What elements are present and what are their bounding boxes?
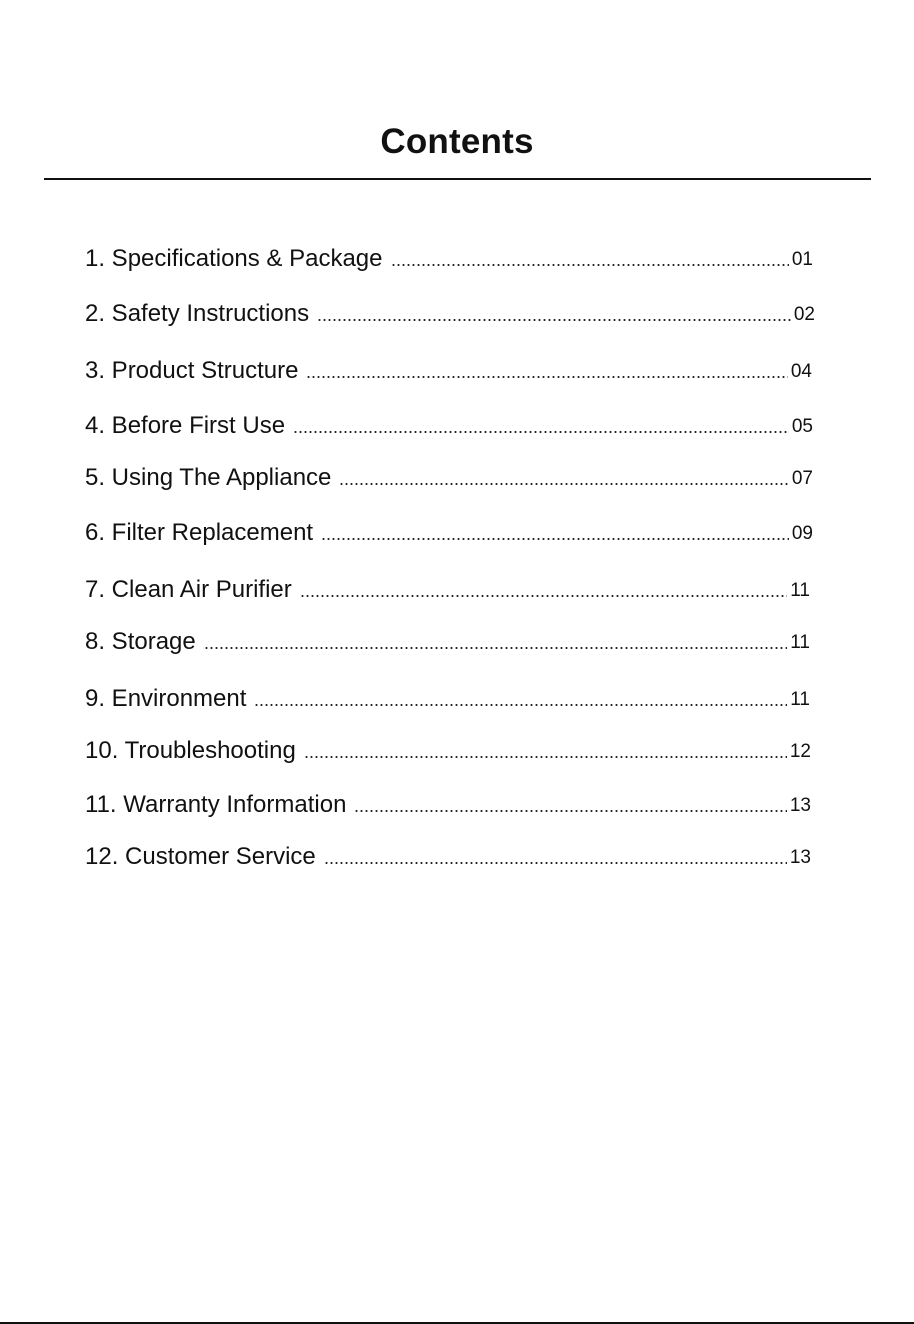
- toc-page-number: 04: [790, 361, 812, 382]
- toc-dot-leader: [339, 483, 788, 485]
- toc-entry[interactable]: [85, 734, 811, 766]
- toc-page-number: 11: [790, 580, 810, 601]
- toc-dot-leader: [317, 319, 791, 321]
- toc-dot-leader: [300, 595, 788, 597]
- toc-page-number: 05: [791, 416, 813, 437]
- toc-entry[interactable]: [85, 409, 813, 441]
- toc-entry-label: 5. Using The Appliance: [85, 464, 332, 491]
- toc-page-number: 13: [789, 795, 811, 816]
- toc-dot-leader: [391, 264, 789, 266]
- toc-entry-label: 7. Clean Air Purifier: [85, 576, 292, 603]
- toc-entry-label: 9. Environment: [85, 685, 247, 712]
- toc-entry-label: 2. Safety Instructions: [85, 300, 310, 327]
- toc-page-number: 01: [791, 249, 813, 270]
- toc-entry[interactable]: [85, 354, 812, 386]
- toc-dot-leader: [254, 704, 787, 706]
- toc-page-number: 12: [789, 741, 811, 762]
- toc-dot-leader: [293, 431, 789, 433]
- toc-entry[interactable]: [85, 516, 813, 548]
- toc-entry[interactable]: [85, 297, 815, 329]
- toc-page-number: 02: [793, 304, 815, 325]
- toc-entry[interactable]: [85, 242, 813, 274]
- title-divider: [44, 178, 871, 180]
- toc-entry-label: 6. Filter Replacement: [85, 519, 314, 546]
- toc-dot-leader: [324, 862, 787, 864]
- toc-entry-label: 1. Specifications & Package: [85, 245, 383, 272]
- toc-entry[interactable]: [85, 625, 810, 657]
- toc-dot-leader: [354, 810, 786, 812]
- toc-entry-label: 11. Warranty Information: [85, 791, 347, 818]
- toc-entry-label: 4. Before First Use: [85, 412, 286, 439]
- toc-page-number: 11: [790, 632, 810, 653]
- toc-page-number: 11: [790, 689, 810, 710]
- toc-dot-leader: [306, 376, 787, 378]
- toc-entry-label: 8. Storage: [85, 628, 196, 655]
- toc-entry[interactable]: [85, 461, 813, 493]
- toc-entry[interactable]: [85, 788, 811, 820]
- toc-dot-leader: [304, 756, 787, 758]
- toc-page-number: 13: [789, 847, 811, 868]
- toc-dot-leader: [321, 538, 789, 540]
- toc-entry-label: 12. Customer Service: [85, 843, 316, 870]
- toc-page-number: 07: [791, 468, 813, 489]
- toc-entry-label: 3. Product Structure: [85, 357, 299, 384]
- toc-entry[interactable]: [85, 682, 810, 714]
- toc-entry[interactable]: [85, 840, 811, 872]
- toc-entry-label: 10. Troubleshooting: [85, 737, 296, 764]
- page-title: Contents: [380, 122, 534, 161]
- toc-dot-leader: [204, 647, 788, 649]
- toc-page-number: 09: [791, 523, 813, 544]
- toc-entry[interactable]: [85, 573, 810, 605]
